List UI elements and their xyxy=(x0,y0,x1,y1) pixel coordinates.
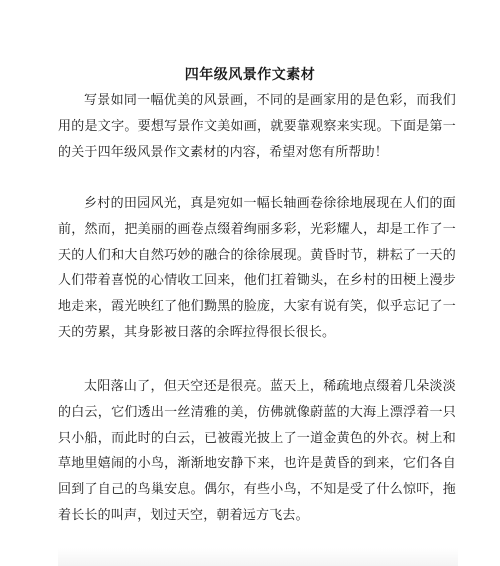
paragraph-countryside: 乡村的田园风光，真是宛如一幅长轴画卷徐徐地展现在人们的面前，然而，把美丽的画卷点缀着绚丽多彩，光彩耀人，却是工作了一天的人们和大自然巧妙的融合的徐徐展现。黄昏时节，耕耘了一天的人们带着喜悦的心情收工回来，他们扛着锄头，在乡村的田梗上漫步地走来，霞光映红了他们黝黑的脸庞，大家有说有笑，似乎忘记了一天的劳累，其身影被日落的余晖拉得很长很长。 xyxy=(58,196,456,340)
document-title: 四年级风景作文素材 xyxy=(184,67,316,83)
paragraph-intro: 写景如同一幅优美的风景画，不同的是画家用的是色彩，而我们用的是文字。要想写景作文美如画，就要靠观察来实现。下面是第一的关于四年级风景作文素材的内容，希望对您有所帮助！ xyxy=(58,93,456,160)
page-cutoff-fade xyxy=(58,548,458,566)
paragraph-sunset: 太阳落山了，但天空还是很亮。蓝天上，稀疏地点缀着几朵淡淡的白云，它们透出一丝清雅的美，仿佛就像蔚蓝的大海上漂浮着一只只小船，而此时的白云，已被霞光披上了一道金黄色的外衣。树上和草地里嬉闹的小鸟，渐渐地安静下来，也许是黄昏的到来，它们各自回到了自己的鸟巢安息。偶尔，有些小鸟，不知是受了什么惊吓，拖着长长的叫声，划过天空，朝着远方飞去。 xyxy=(58,379,456,523)
